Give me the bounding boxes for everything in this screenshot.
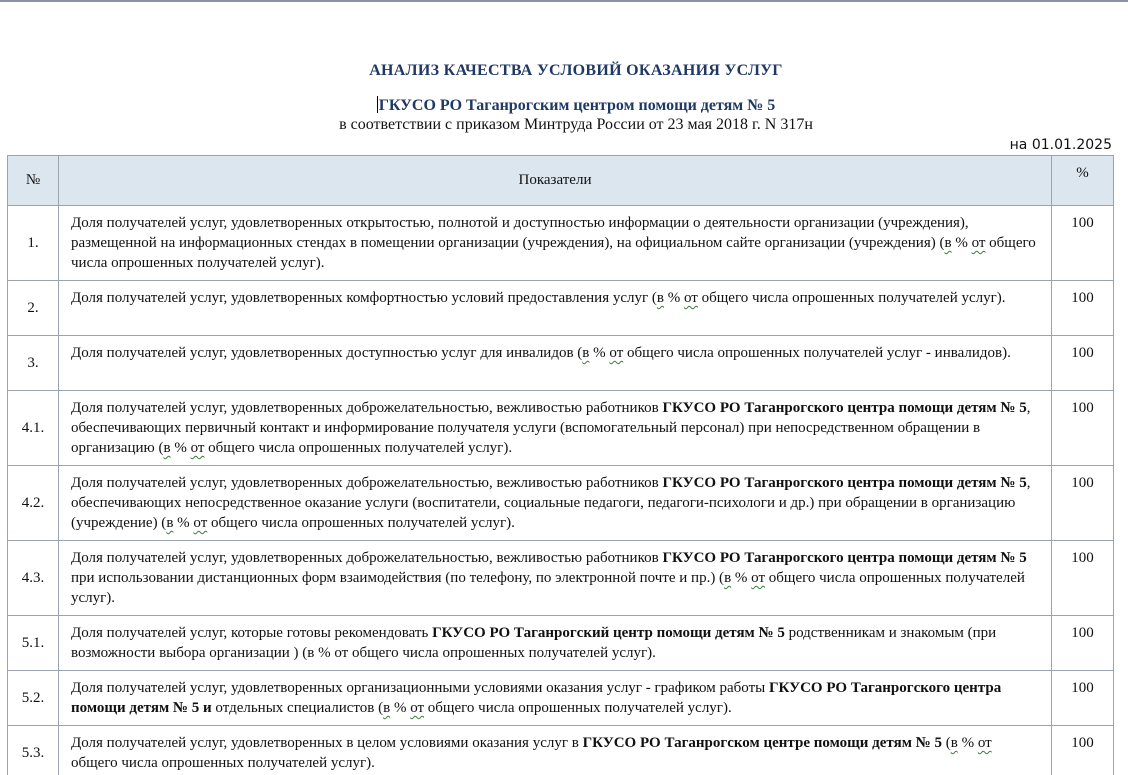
row-percent-value: 100	[1052, 281, 1114, 336]
table-row	[8, 541, 1114, 616]
row-percent-value: 100	[1052, 726, 1114, 775]
row-indicator-text	[59, 466, 1052, 541]
text-part: %	[170, 440, 191, 456]
text-part: %	[390, 700, 411, 716]
spellcheck-word: в	[944, 235, 952, 251]
text-part: %	[589, 345, 610, 361]
row-percent-value: 100	[1052, 336, 1114, 391]
text-part: Доля получателей услуг, удовлетворенных открытостью, полнотой и доступностью информации о деятельности организации (учреждения), размещенной на информационных стендах в помещении организации (учреждения), на официальном сайте организации (учреждения) (	[71, 215, 969, 251]
row-percent-value: 100	[1052, 616, 1114, 671]
text-part: Доля получателей услуг, удовлетворенных в целом условиями оказания услуг в	[71, 735, 583, 751]
window-top-border	[0, 0, 1128, 2]
text-part: при использовании дистанционных форм взаимодействия (по телефону, по электронной почте и пр.) (	[71, 570, 725, 586]
row-indicator-text	[59, 726, 1052, 775]
row-percent-value: 100	[1052, 671, 1114, 726]
text-part: %	[173, 515, 194, 531]
table-header-row	[8, 156, 1114, 206]
row-indicator-text	[59, 391, 1052, 466]
text-part: отдельных специалистов (	[211, 700, 384, 716]
text-part: общего числа опрошенных получателей услуг).	[71, 755, 375, 771]
spellcheck-word: в	[166, 515, 174, 531]
text-cursor	[377, 96, 378, 113]
text-part: , обеспечивающих первичный контакт и информирование получателя услуги (вспомогательный персонал) при непосредственном обращении в организацию (	[71, 400, 1031, 456]
text-part: Доля получателей услуг, которые готовы рекомендовать	[71, 625, 433, 641]
document-title: АНАЛИЗ КАЧЕСТВА УСЛОВИЙ ОКАЗАНИЯ УСЛУГ	[369, 62, 783, 79]
table-row	[8, 466, 1114, 541]
text-part: Доля получателей услуг, удовлетворенных доброжелательностью, вежливостью работников	[71, 400, 663, 416]
spellcheck-word: в	[724, 570, 732, 586]
text-part: Доля получателей услуг, удовлетворенных комфортностью условий предоставления услуг (	[71, 290, 657, 306]
text-part: общего числа опрошенных получателей услуг).	[71, 235, 1036, 271]
text-part: Доля получателей услуг, удовлетворенных организационными условиями оказания услуг - графиком работы	[71, 680, 769, 696]
text-part: %	[957, 735, 978, 751]
text-part: Доля получателей услуг, удовлетворенных доброжелательностью, вежливостью работников	[71, 475, 663, 491]
text-part: (	[942, 735, 951, 751]
row-number: 1.	[8, 206, 59, 281]
text-part: общего числа опрошенных получателей услуг).	[71, 570, 1025, 606]
row-indicator-text	[59, 336, 1052, 391]
table-row	[8, 671, 1114, 726]
table-row	[8, 206, 1114, 281]
row-number: 4.3.	[8, 541, 59, 616]
spellcheck-word: в	[163, 440, 171, 456]
row-number: 4.1.	[8, 391, 59, 466]
text-part: %	[951, 235, 972, 251]
row-percent-value: 100	[1052, 466, 1114, 541]
spellcheck-word: в	[582, 345, 590, 361]
header-number: №	[8, 156, 59, 206]
spellcheck-word: от	[971, 235, 986, 251]
indicators-table	[7, 155, 1114, 775]
organization-reference: ГКУСО РО Таганрогский центр помощи детям № 5	[432, 625, 785, 641]
spellcheck-word: от	[751, 570, 766, 586]
row-number: 5.2.	[8, 671, 59, 726]
text-part: , обеспечивающих непосредственное оказание услуги (воспитатели, социальные педагоги, педагоги-психологи и др.) при обращении в организацию (учреждение) (	[71, 475, 1031, 531]
row-number: 5.3.	[8, 726, 59, 775]
organization-reference: ГКУСО РО Таганрогского центра помощи детям № 5	[662, 475, 1027, 491]
row-number: 2.	[8, 281, 59, 336]
row-percent-value: 100	[1052, 391, 1114, 466]
row-percent-value: 100	[1052, 541, 1114, 616]
text-part: общего числа опрошенных получателей услуг).	[697, 290, 1006, 306]
text-part: общего числа опрошенных получателей услуг).	[424, 700, 732, 716]
row-indicator-text	[59, 281, 1052, 336]
spellcheck-word: от	[609, 345, 624, 361]
text-part: Доля получателей услуг, удовлетворенных доступностью услуг для инвалидов (	[71, 345, 583, 361]
row-number: 4.2.	[8, 466, 59, 541]
row-percent-value: 100	[1052, 206, 1114, 281]
header-percent: %	[1052, 156, 1114, 206]
table-row	[8, 336, 1114, 391]
row-indicator-text	[59, 206, 1052, 281]
row-indicator-text	[59, 541, 1052, 616]
spellcheck-word: в	[950, 735, 958, 751]
organization-reference: ГКУСО РО Таганрогском центре помощи детям № 5	[582, 735, 942, 751]
organization-reference: ГКУСО РО Таганрогского центра помощи детям № 5	[662, 400, 1027, 416]
report-date: на 01.01.2025	[1009, 137, 1112, 153]
header-indicators: Показатели	[59, 156, 1052, 206]
spellcheck-word: от	[684, 290, 698, 306]
table-row	[8, 726, 1114, 775]
text-part: %	[731, 570, 752, 586]
document-subtitle: в соответствии с приказом Минтруда России от 23 мая 2018 г. N 317н	[339, 116, 813, 133]
table-row	[8, 281, 1114, 336]
row-indicator-text	[59, 671, 1052, 726]
text-part: %	[664, 290, 684, 306]
row-number: 5.1.	[8, 616, 59, 671]
organization-name-text: ГКУСО РО Таганрогским центром помощи детям № 5	[378, 97, 776, 114]
spellcheck-word: от	[193, 515, 208, 531]
organization-name	[0, 96, 1128, 115]
table-row	[8, 391, 1114, 466]
text-part: родственникам и знакомым (при возможности выбора организации ) (в % от общего числа опрошенных получателей услуг).	[71, 625, 997, 661]
spellcheck-word: от	[190, 440, 205, 456]
row-indicator-text	[59, 616, 1052, 671]
spellcheck-word: в	[656, 290, 664, 306]
table-row	[8, 616, 1114, 671]
organization-reference: ГКУСО РО Таганрогского центра помощи детям № 5 и	[71, 680, 1002, 716]
spellcheck-word: от	[410, 700, 425, 716]
text-part: Доля получателей услуг, удовлетворенных доброжелательностью, вежливостью работников	[71, 550, 663, 566]
spellcheck-word: в	[383, 700, 391, 716]
text-part: общего числа опрошенных получателей услуг).	[207, 515, 515, 531]
text-part: общего числа опрошенных получателей услуг - инвалидов).	[623, 345, 1011, 361]
spellcheck-word: от	[977, 735, 992, 751]
row-number: 3.	[8, 336, 59, 391]
organization-reference: ГКУСО РО Таганрогского центра помощи детям № 5	[662, 550, 1027, 566]
text-part: общего числа опрошенных получателей услуг).	[204, 440, 513, 456]
